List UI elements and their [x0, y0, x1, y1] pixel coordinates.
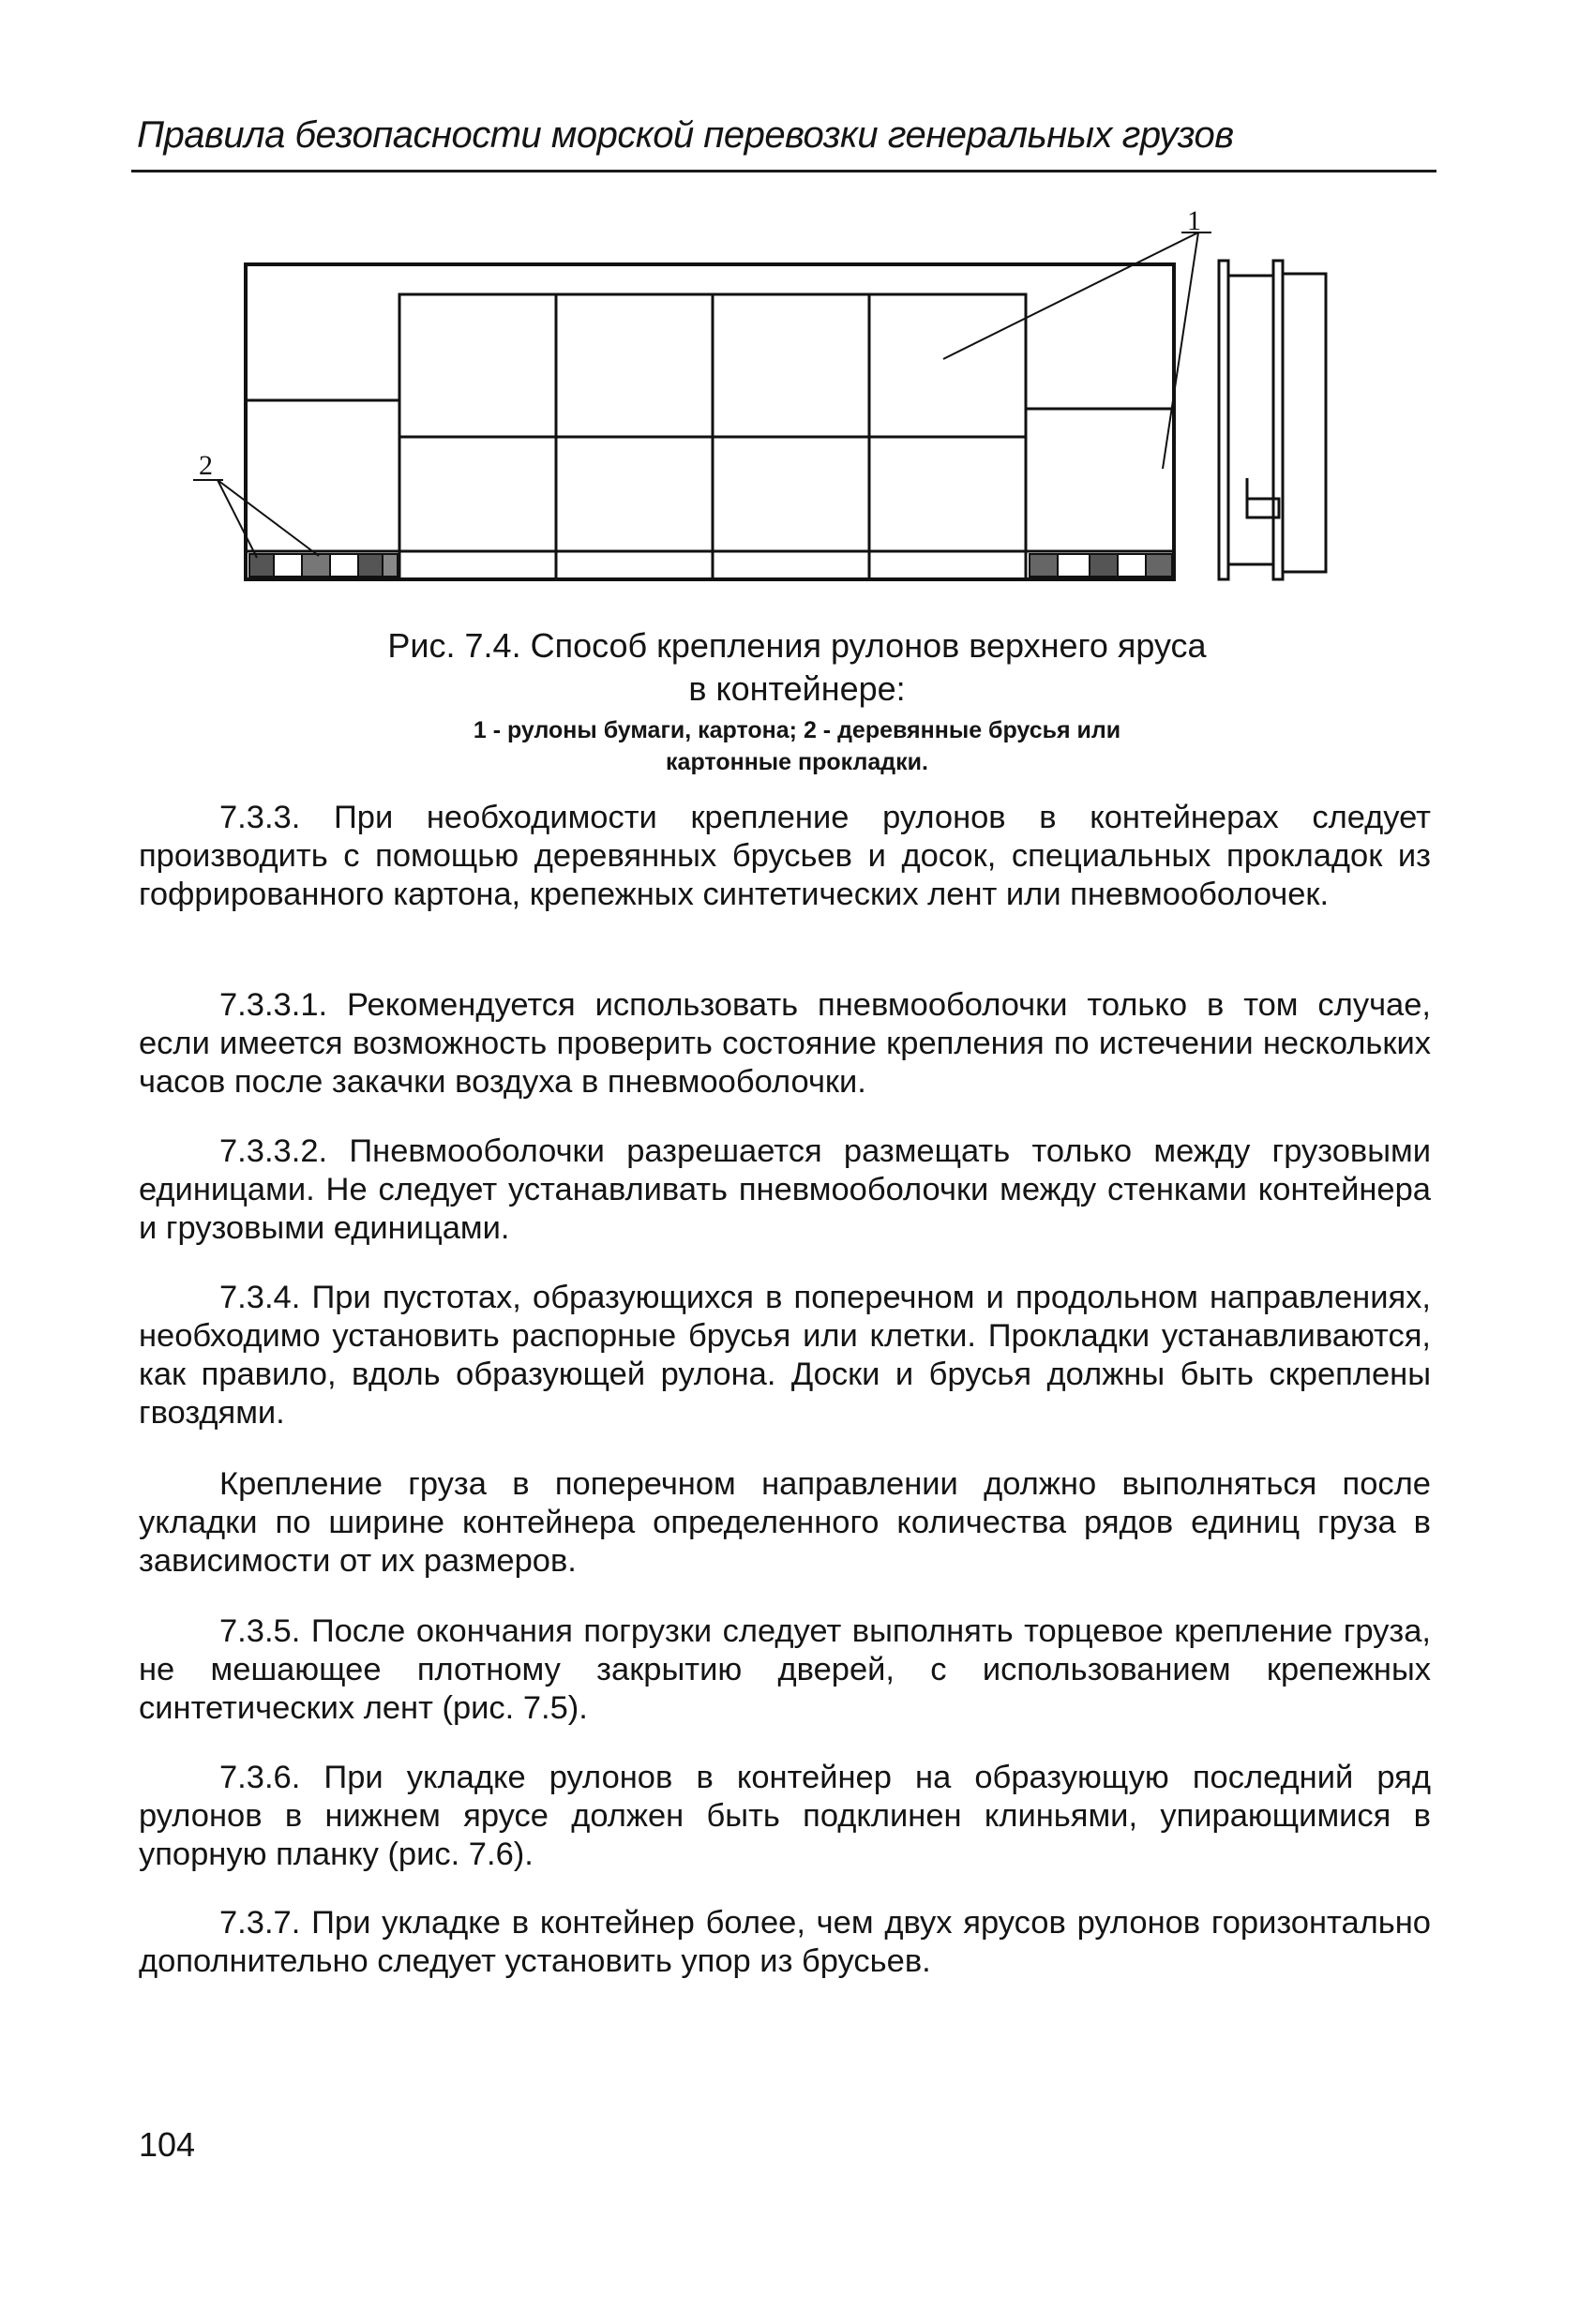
figure-container-diagram	[169, 197, 1369, 609]
figure-label-2: 2	[199, 450, 213, 481]
page-number: 104	[139, 2125, 196, 2164]
header-rule	[131, 170, 1436, 172]
leader-2-to-left	[218, 480, 257, 558]
paragraph-7-3-4: 7.3.4. При пустотах, образующихся в поперечном и продольном направлениях, необходимо установить распорные брусья или клетки. Прокладки устанавливаются, как правило, вдоль образующей рулона. Доски и брусья должны быть скреплены гвоздями.	[139, 1280, 1431, 1431]
figure-legend-line1: 1 - рулоны бумаги, картона; 2 - деревянные брусья или	[473, 717, 1121, 743]
dunnage-left	[249, 554, 398, 577]
figure-legend-line2: картонные прокладки.	[666, 749, 928, 775]
dunnage-right	[1030, 554, 1172, 577]
paragraph-7-3-6: 7.3.6. При укладке рулонов в контейнер на образующую последний ряд рулонов в нижнем ярусе должен быть подклинен клиньями, упирающимися в упорную планку (рис. 7.6).	[139, 1760, 1431, 1872]
figure-caption-line2: в контейнере:	[688, 669, 906, 708]
figure-caption-line1: Рис. 7.4. Способ крепления рулонов верхнего яруса	[387, 626, 1207, 665]
door-post-1	[1219, 261, 1228, 579]
paragraph-7-3-5: 7.3.5. После окончания погрузки следует выполнять торцевое крепление груза, не мешающее плотному закрытию дверей, с использованием крепежных синтетических лент (рис. 7.5).	[139, 1613, 1431, 1726]
door-frame-end	[1283, 274, 1326, 572]
leader-1-to-right	[1163, 232, 1198, 469]
paragraph-transverse-securing: Крепление груза в поперечном направлении должно выполняться после укладки по ширине контейнера определенного количества рядов единиц груза в зависимости от их размеров.	[139, 1466, 1431, 1579]
running-header: Правила безопасности морской перевозки генеральных грузов	[137, 114, 1234, 156]
leader-2-to-block	[218, 480, 319, 556]
paragraph-7-3-3-1: 7.3.3.1. Рекомендуется использовать пневмооболочки только в том случае, если имеется возможность проверить состояние крепления по истечении нескольких часов после закачки воздуха в пневмооболочки.	[139, 987, 1431, 1100]
paragraph-7-3-7: 7.3.7. При укладке в контейнер более, чем двух ярусов рулонов горизонтально дополнительно следует установить упор из брусьев.	[139, 1905, 1431, 1979]
figure-label-1: 1	[1187, 205, 1201, 236]
container-outline	[246, 264, 1174, 579]
paragraph-7-3-3: 7.3.3. При необходимости крепление рулонов в контейнерах следует производить с помощью деревянных брусьев и досок, специальных прокладок из гофрированного картона, крепежных синтетических лент или пневмооболочек.	[139, 800, 1431, 912]
paragraph-7-3-3-2: 7.3.3.2. Пневмооболочки разрешается размещать только между грузовыми единицами. Не следует устанавливать пневмооболочки между стенками контейнера и грузовыми единицами.	[139, 1133, 1431, 1246]
